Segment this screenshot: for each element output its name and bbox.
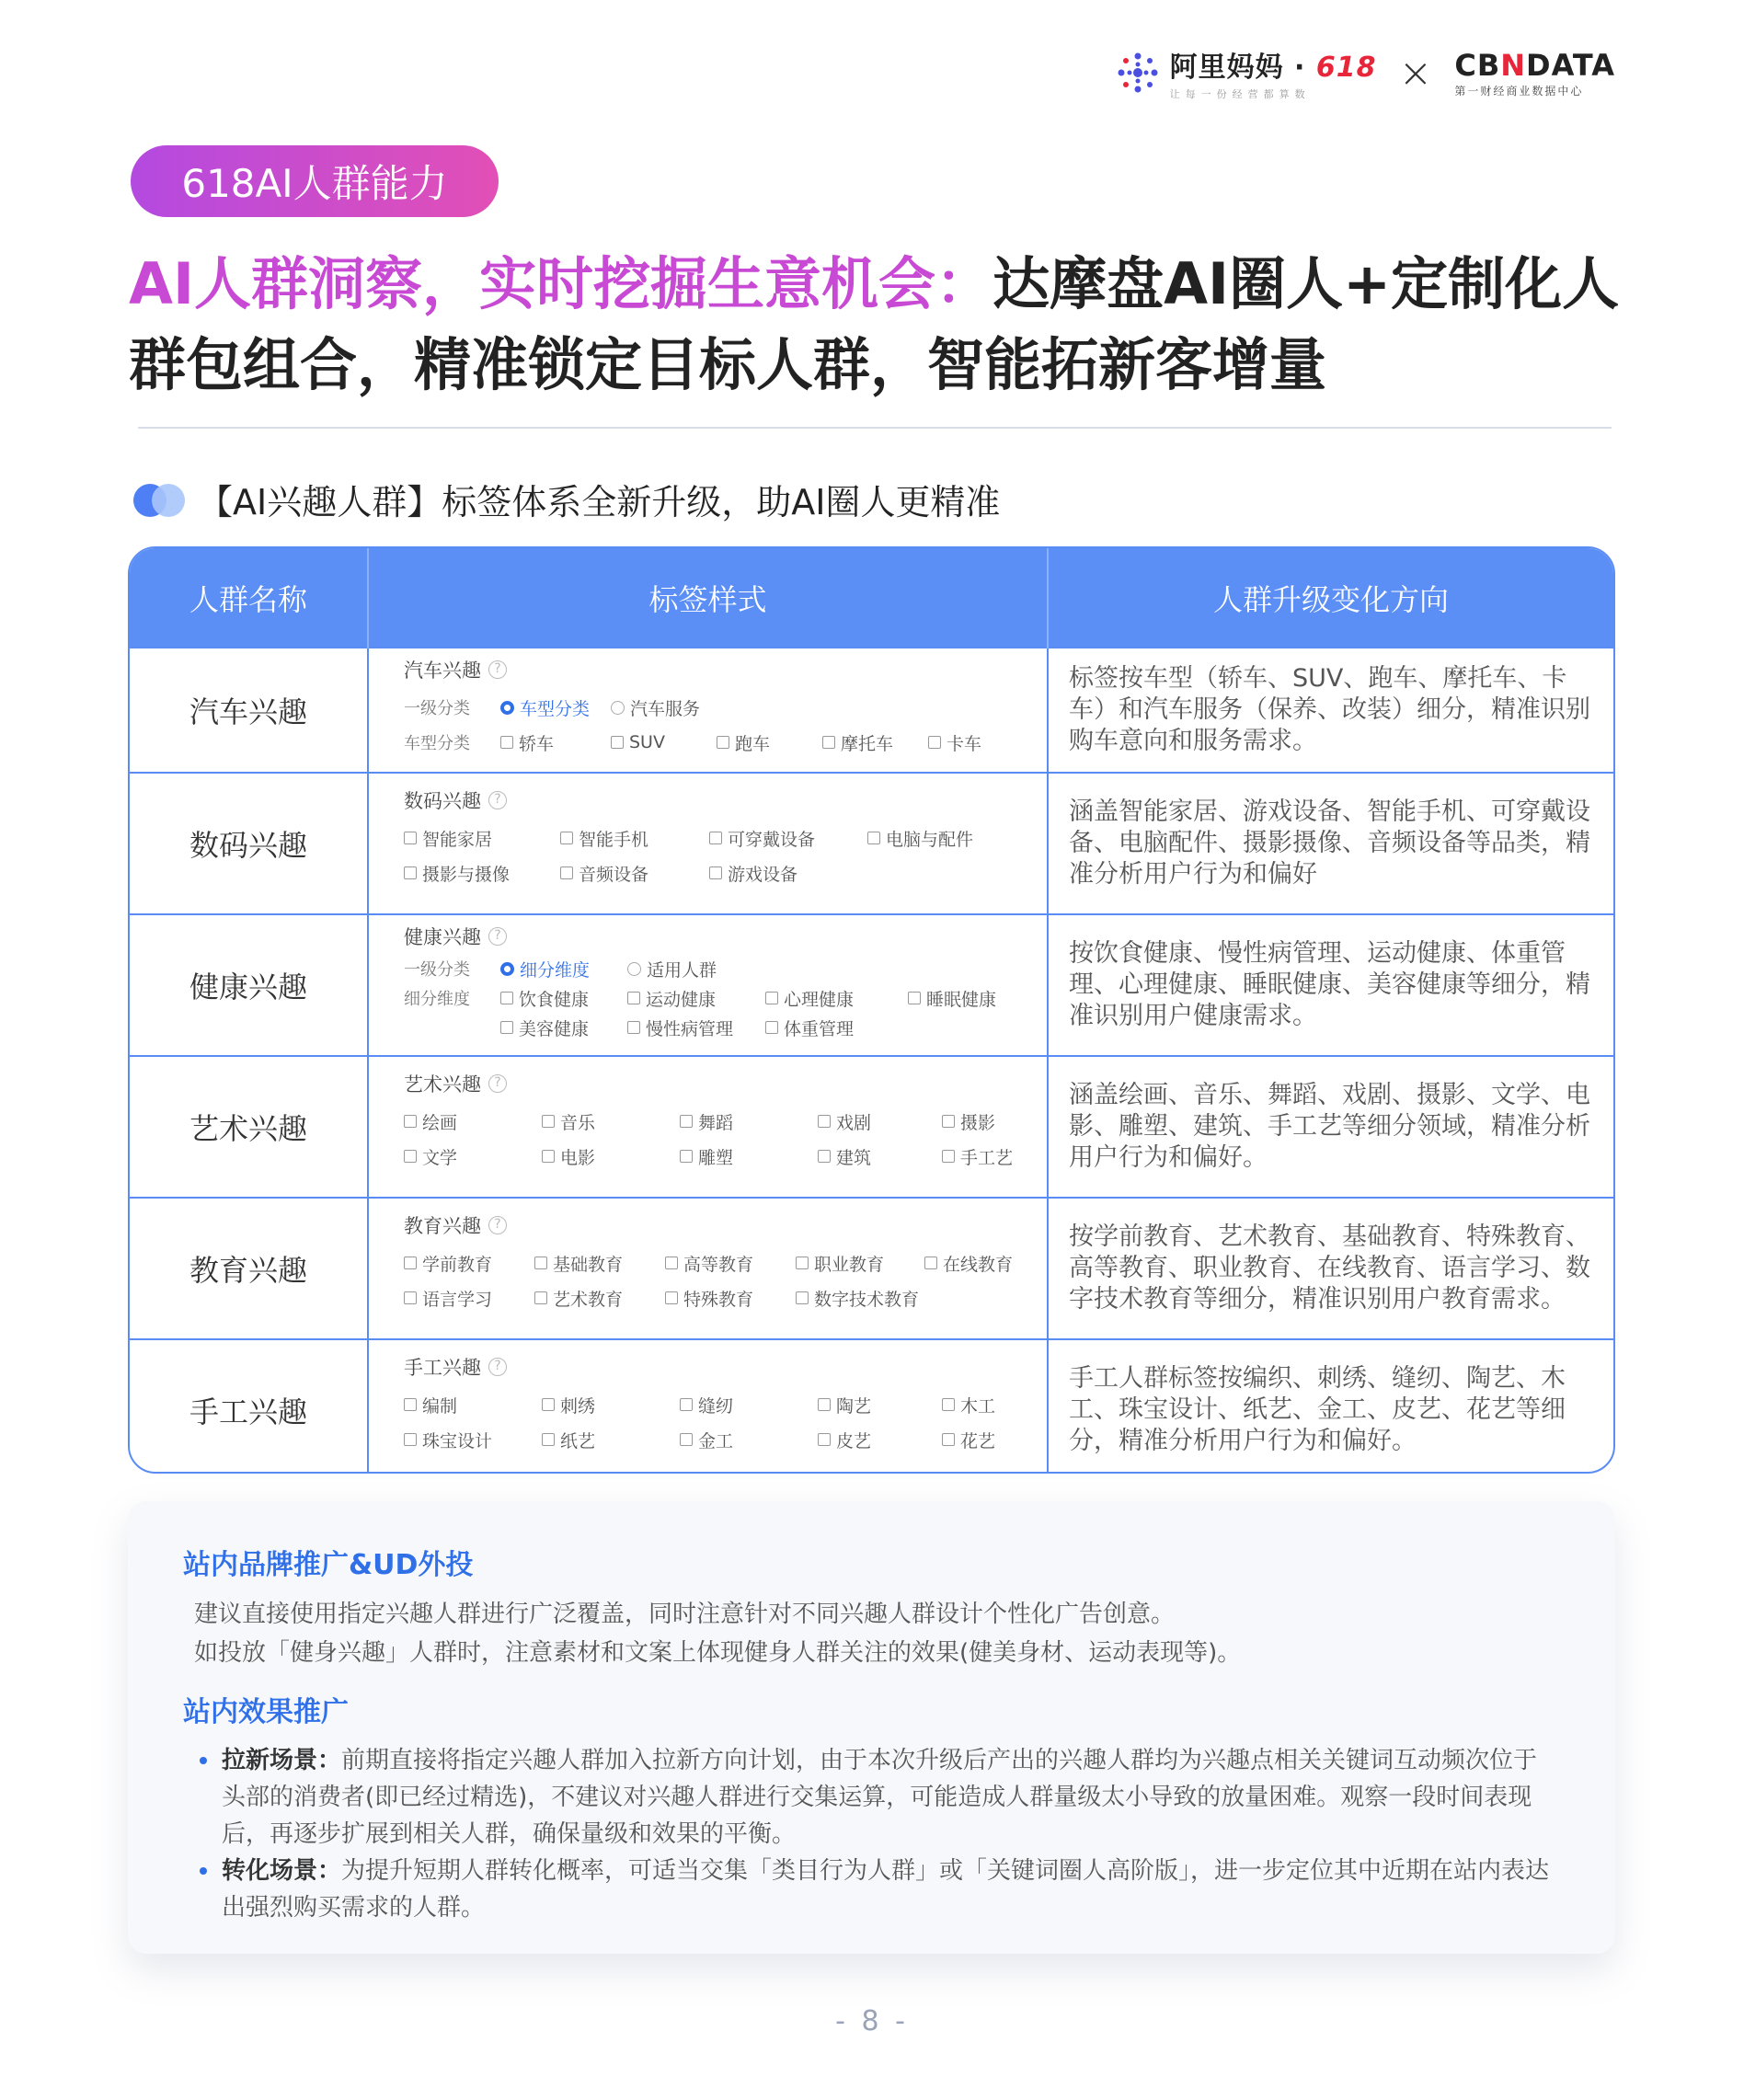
checkbox-option[interactable]: 跑车 — [717, 730, 822, 755]
alimama-star-icon — [1113, 48, 1163, 98]
cbn-a: CB — [1454, 47, 1501, 83]
checkbox-option[interactable]: 音乐 — [542, 1109, 680, 1134]
bullet-text: 为提升短期人群转化概率，可适当交集「类目行为人群」或「关键词圈人高阶版」，进一步定位其中近期在站内表达出强烈购买需求的人群。 — [222, 1857, 1550, 1922]
checkbox-option[interactable]: 慢性病管理 — [627, 1016, 765, 1040]
list-item — [183, 1853, 1560, 1926]
checkbox-option[interactable]: 木工 — [942, 1393, 1025, 1417]
tag-title: 艺术兴趣 — [404, 1073, 481, 1096]
col-header: 人群升级变化方向 — [1048, 548, 1613, 648]
row-label: 一级分类 — [404, 699, 470, 718]
checkbox-option[interactable]: 卡车 — [928, 730, 1020, 755]
tag-panel — [368, 914, 1048, 1056]
checkbox-option[interactable]: 建筑 — [818, 1144, 942, 1169]
bullet-dots-icon — [133, 482, 189, 517]
checkbox-option[interactable]: 戏剧 — [818, 1109, 942, 1134]
checkbox-option[interactable]: 心理健康 — [765, 986, 908, 1011]
radio-option[interactable]: 汽车服务 — [611, 695, 721, 720]
page-headline — [129, 244, 1637, 406]
row-description: 标签按车型（轿车、SUV、跑车、摩托车、卡车）和汽车服务（保养、改装）细分，精准识别购车意向和服务需求。 — [1048, 648, 1613, 773]
table-row — [130, 1056, 1613, 1198]
row-name: 数码兴趣 — [130, 773, 368, 914]
row-description: 手工人群标签按编织、刺绣、缝纫、陶艺、木工、珠宝设计、纸艺、金工、皮艺、花艺等细分，精准分析用户行为和偏好。 — [1048, 1339, 1613, 1474]
tips-heading-brand: 站内品牌推广&UD外投 — [183, 1549, 474, 1581]
tag-title: 教育兴趣 — [404, 1215, 481, 1237]
row-name: 健康兴趣 — [130, 914, 368, 1056]
checkbox-option[interactable]: 摄影 — [942, 1109, 1025, 1134]
checkbox-option[interactable]: 语言学习 — [404, 1286, 534, 1311]
checkbox-option[interactable]: 轿车 — [500, 730, 611, 755]
checkbox-option[interactable]: SUV — [611, 732, 717, 752]
checkbox-option[interactable]: 花艺 — [942, 1428, 1025, 1452]
tag-title: 汽车兴趣 — [404, 660, 481, 682]
section-pill: 618AI人群能力 — [131, 145, 499, 217]
checkbox-option[interactable]: 编制 — [404, 1393, 542, 1417]
radio-option[interactable]: 细分维度 — [500, 957, 627, 981]
checkbox-option[interactable]: 珠宝设计 — [404, 1428, 542, 1452]
bullet-icon — [200, 1757, 207, 1764]
table-row — [130, 914, 1613, 1056]
bullet-icon — [200, 1867, 207, 1875]
help-icon[interactable]: ? — [488, 927, 507, 946]
table-header-row — [130, 548, 1613, 648]
row-description: 涵盖智能家居、游戏设备、智能手机、可穿戴设备、电脑配件、摄影摄像、音频设备等品类，精准分析用户行为和偏好 — [1048, 773, 1613, 914]
checkbox-option[interactable]: 陶艺 — [818, 1393, 942, 1417]
radio-option[interactable]: 车型分类 — [500, 695, 611, 720]
checkbox-option[interactable]: 特殊教育 — [665, 1286, 796, 1311]
sub-heading-text: 【AI兴趣人群】标签体系全新升级，助AI圈人更精准 — [198, 482, 1001, 522]
help-icon[interactable]: ? — [488, 660, 507, 679]
row-label: 车型分类 — [404, 734, 470, 753]
recommendations-card — [128, 1501, 1615, 1954]
checkbox-option[interactable]: 金工 — [680, 1428, 818, 1452]
checkbox-option[interactable]: 可穿戴设备 — [709, 826, 867, 851]
checkbox-option[interactable]: 手工艺 — [942, 1144, 1025, 1169]
cbndata-logo — [1454, 48, 1615, 98]
row-name: 艺术兴趣 — [130, 1056, 368, 1198]
cbn-b: DATA — [1526, 47, 1615, 83]
sub-heading — [133, 474, 1000, 524]
alimama-slogan: 让每一份经营都算数 — [1169, 88, 1311, 100]
row-label: 一级分类 — [404, 960, 470, 980]
alimama-name: 阿里妈妈 — [1169, 52, 1284, 84]
checkbox-option[interactable]: 体重管理 — [765, 1016, 908, 1040]
checkbox-option[interactable]: 摄影与摄像 — [404, 861, 560, 886]
checkbox-option[interactable]: 数字技术教育 — [796, 1286, 943, 1311]
tips-paragraph: 如投放「健身兴趣」人群时，注意素材和文案上体现健身人群关注的效果(健美身材、运动表现等)。 — [194, 1639, 1242, 1667]
checkbox-option[interactable]: 纸艺 — [542, 1428, 680, 1452]
help-icon[interactable]: ? — [488, 1358, 507, 1376]
checkbox-option[interactable]: 学前教育 — [404, 1251, 534, 1276]
checkbox-option[interactable]: 高等教育 — [665, 1251, 796, 1276]
col-header: 标签样式 — [368, 548, 1048, 648]
tag-title: 数码兴趣 — [404, 790, 481, 812]
checkbox-option[interactable]: 在线教育 — [924, 1251, 1026, 1276]
tag-panel — [368, 1056, 1048, 1198]
tag-panel — [368, 1339, 1048, 1474]
tag-panel — [368, 648, 1048, 773]
bullet-text: 前期直接将指定兴趣人群加入拉新方向计划，由于本次升级后产出的兴趣人群均为兴趣点相关关键词互动频次位于头部的消费者(即已经过精选)，不建议对兴趣人群进行交集运算，可能造成人群量级太小导致的放量困难。观察一段时间表现后，再逐步扩展到相关人群，确保量级和效果的平衡。 — [222, 1747, 1538, 1848]
row-name: 教育兴趣 — [130, 1198, 368, 1339]
divider — [138, 427, 1612, 429]
table-row — [130, 648, 1613, 773]
checkbox-option[interactable]: 基础教育 — [534, 1251, 665, 1276]
alimama-618: 618 — [1315, 52, 1377, 84]
col-header: 人群名称 — [130, 548, 368, 648]
headline-colored: AI人群洞察，实时挖掘生意机会： — [129, 250, 993, 317]
help-icon[interactable]: ? — [488, 791, 507, 809]
row-description: 按学前教育、艺术教育、基础教育、特殊教育、高等教育、职业教育、在线教育、语言学习、数字技术教育等细分，精准识别用户教育需求。 — [1048, 1198, 1613, 1339]
tag-title: 健康兴趣 — [404, 926, 481, 948]
page-number: - 8 - — [835, 2005, 909, 2037]
checkbox-option[interactable]: 电影 — [542, 1144, 680, 1169]
checkbox-option[interactable]: 饮食健康 — [500, 986, 627, 1011]
checkbox-option[interactable]: 皮艺 — [818, 1428, 942, 1452]
checkbox-option[interactable]: 美容健康 — [500, 1016, 627, 1040]
checkbox-option[interactable]: 绘画 — [404, 1109, 542, 1134]
help-icon[interactable]: ? — [488, 1074, 507, 1093]
bullet-label: 拉新场景： — [222, 1747, 342, 1774]
radio-option[interactable]: 适用人群 — [627, 957, 738, 981]
tag-panel — [368, 1198, 1048, 1339]
checkbox-option[interactable]: 智能家居 — [404, 826, 560, 851]
checkbox-option[interactable]: 智能手机 — [560, 826, 709, 851]
bullet-label: 转化场景： — [222, 1857, 342, 1885]
checkbox-option[interactable]: 睡眠健康 — [908, 986, 1018, 1011]
alimama-logo: 阿里妈妈 · 618 让每一份经营都算数 — [1113, 44, 1377, 101]
cbndata-subtitle: 第一财经商业数据中心 — [1454, 84, 1584, 98]
cbn-x: N — [1500, 47, 1527, 83]
checkbox-option[interactable]: 电脑与配件 — [867, 826, 987, 851]
header-logos — [1113, 44, 1615, 101]
checkbox-option[interactable]: 文学 — [404, 1144, 542, 1169]
table-row — [130, 1198, 1613, 1339]
tips-paragraph: 建议直接使用指定兴趣人群进行广泛覆盖，同时注意针对不同兴趣人群设计个性化广告创意。 — [194, 1601, 1176, 1628]
checkbox-option[interactable]: 职业教育 — [796, 1251, 924, 1276]
row-description: 按饮食健康、慢性病管理、运动健康、体重管理、心理健康、睡眠健康、美容健康等细分，精准识别用户健康需求。 — [1048, 914, 1613, 1056]
interest-table — [128, 546, 1615, 1474]
row-name: 汽车兴趣 — [130, 648, 368, 773]
row-name: 手工兴趣 — [130, 1339, 368, 1474]
tag-title: 手工兴趣 — [404, 1357, 481, 1379]
checkbox-option[interactable]: 舞蹈 — [680, 1109, 818, 1134]
tag-panel — [368, 773, 1048, 914]
checkbox-option[interactable]: 摩托车 — [822, 730, 928, 755]
checkbox-option[interactable]: 游戏设备 — [709, 861, 867, 886]
headline-rest: 达摩盘AI圈人+定制化人群包组合，精准锁定目标人群，智能拓新客增量 — [129, 250, 1620, 398]
checkbox-option[interactable]: 运动健康 — [627, 986, 765, 1011]
help-icon[interactable]: ? — [488, 1216, 507, 1234]
tips-heading-effect: 站内效果推广 — [183, 1696, 349, 1728]
checkbox-option[interactable]: 刺绣 — [542, 1393, 680, 1417]
collab-cross-icon: × — [1398, 49, 1433, 97]
row-label: 细分维度 — [404, 990, 470, 1009]
checkbox-option[interactable]: 雕塑 — [680, 1144, 818, 1169]
list-item — [183, 1742, 1560, 1853]
table-row — [130, 773, 1613, 914]
checkbox-option[interactable]: 缝纫 — [680, 1393, 818, 1417]
row-description: 涵盖绘画、音乐、舞蹈、戏剧、摄影、文学、电影、雕塑、建筑、手工艺等细分领域，精准分析用户行为和偏好。 — [1048, 1056, 1613, 1198]
checkbox-option[interactable]: 艺术教育 — [534, 1286, 665, 1311]
table-row — [130, 1339, 1613, 1474]
checkbox-option[interactable]: 音频设备 — [560, 861, 709, 886]
